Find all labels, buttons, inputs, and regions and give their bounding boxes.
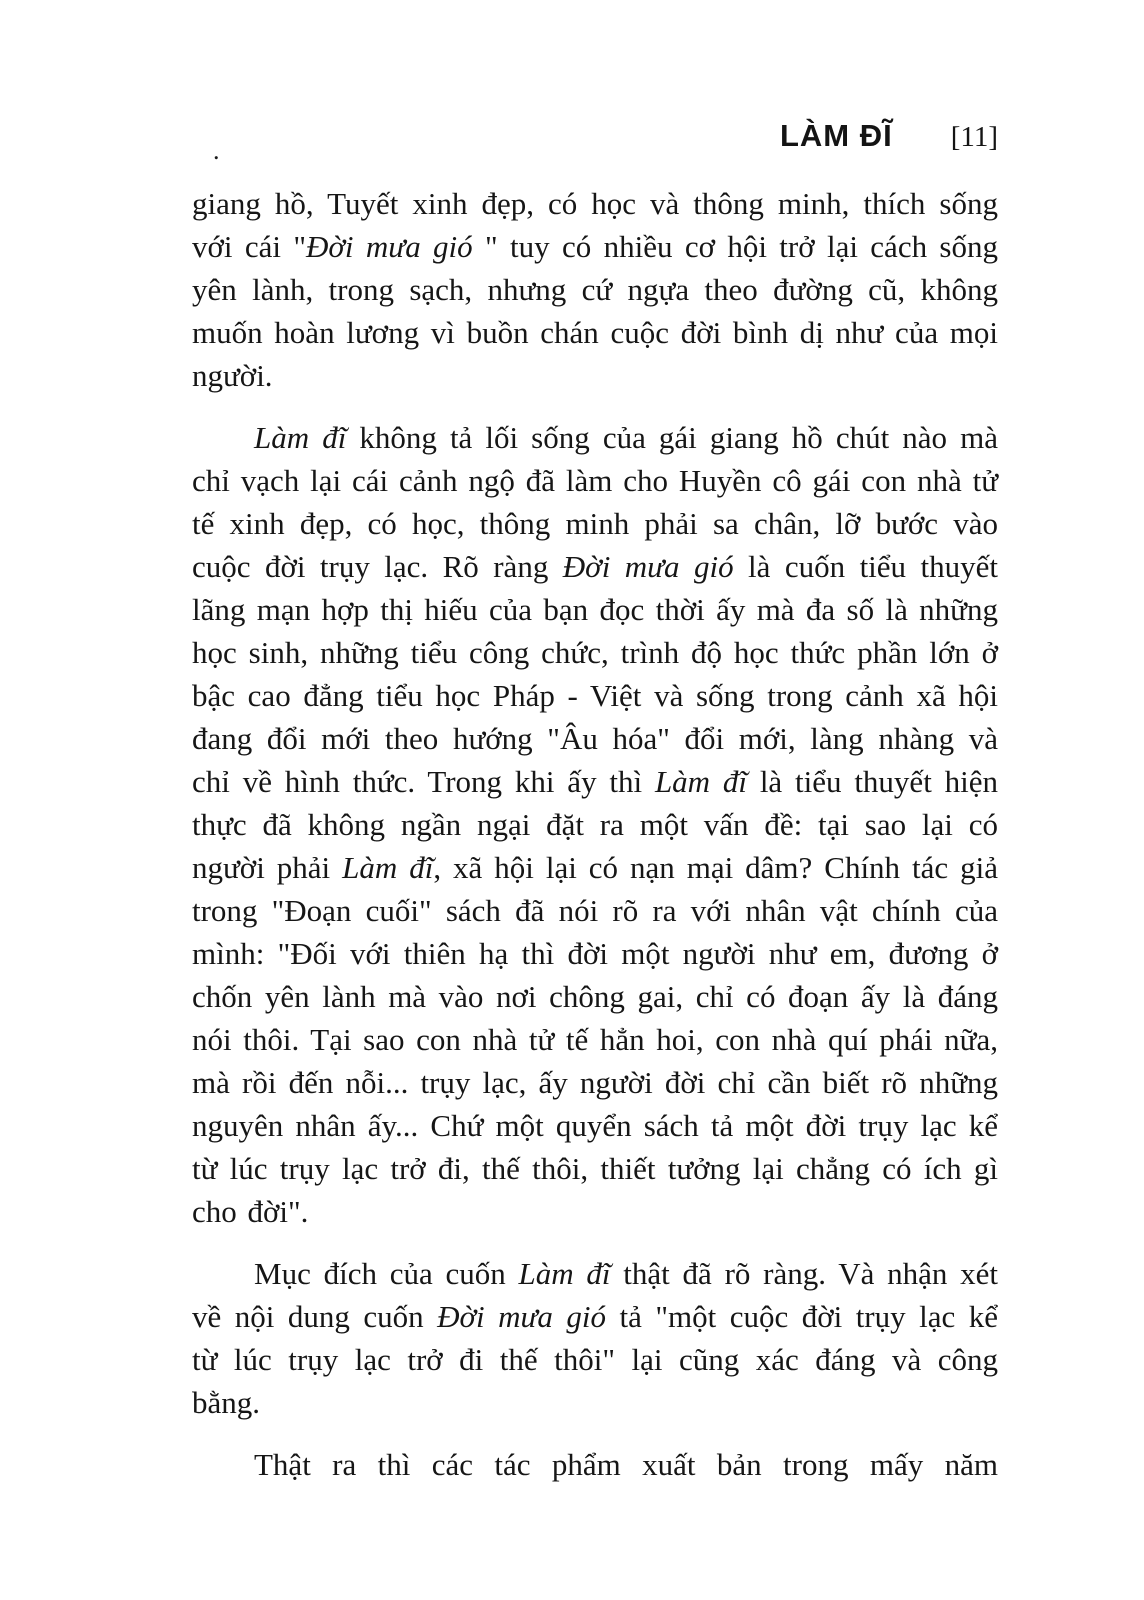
text-run: Thật ra thì các tác phẩm xuất bản trong mấy năm — [254, 1447, 998, 1482]
book-title-italic: Làm đĩ — [254, 420, 347, 455]
text-run: " tuy có nhiều cơ hội trở lại cách sống yên lành, trong sạch, nhưng cứ ngựa theo đường cũ, không muốn hoàn lương vì buồn chán cuộc đời bình dị như của mọi người. — [192, 229, 998, 393]
book-title-italic: Làm đĩ — [342, 850, 434, 885]
book-title-italic: Làm đĩ — [518, 1256, 611, 1291]
paragraph — [192, 1252, 998, 1424]
text-run: tả "một cuộc đời trụy lạc kể từ lúc trụy lạc trở đi thế thôi" lại cũng xác đáng và công bằng. — [192, 1299, 998, 1420]
body-text — [192, 182, 998, 1505]
running-head — [192, 118, 998, 154]
text-run: giang hồ, Tuyết xinh đẹp, có học và thông minh, thích sống với cái " — [192, 186, 998, 264]
text-run: thật đã rõ ràng. Và nhận xét về nội dung cuốn — [192, 1256, 998, 1334]
paragraph — [192, 182, 998, 397]
paragraph — [192, 1443, 998, 1486]
text-run: không tả lối sống của gái giang hồ chút nào mà chỉ vạch lại cái cảnh ngộ đã làm cho Huyền cô gái con nhà tử tế xinh đẹp, có học, thông minh phải sa chân, lỡ bước vào cuộc đời trụy lạc. Rõ ràng — [192, 420, 998, 584]
text-run: Mục đích của cuốn — [254, 1256, 519, 1291]
book-title-italic: Đời mưa gió — [562, 549, 734, 584]
text-run: là tiểu thuyết hiện thực đã không ngần ngại đặt ra một vấn đề: tại sao lại có người phải — [192, 764, 998, 885]
book-title-italic: Đời mưa gió — [437, 1299, 606, 1334]
stray-scan-mark: . — [213, 136, 220, 165]
text-run: là cuốn tiểu thuyết lãng mạn hợp thị hiếu của bạn đọc thời ấy mà đa số là những học sinh, những tiểu công chức, trình độ học thức phần lớn ở bậc cao đẳng tiểu học Pháp - Việt và sống trong cảnh xã hội đang đổi mới theo hướng "Âu hóa" đổi mới, làng nhàng và chỉ về hình thức. Trong khi ấy thì — [192, 549, 998, 799]
book-title-italic: Đời mưa gió — [306, 229, 473, 264]
page-number: [11] — [950, 121, 998, 153]
book-title-italic: Làm đĩ — [654, 764, 747, 799]
book-title-header: LÀM ĐĨ — [779, 118, 893, 153]
paragraph — [192, 416, 998, 1233]
text-run: , xã hội lại có nạn mại dâm? Chính tác giả trong "Đoạn cuối" sách đã nói rõ ra với nhân vật chính của mình: "Đối với thiên hạ thì đời một người như em, đương ở chốn yên lành mà vào nơi chông gai, chỉ có đoạn ấy là đáng nói thôi. Tại sao con nhà tử tế hẳn hoi, con nhà quí phái nữa, mà rồi đến nỗi... trụy lạc, ấy người đời chỉ cần biết rõ những nguyên nhân ấy... Chứ một quyển sách tả một đời trụy lạc kể từ lúc trụy lạc trở đi, thế thôi, thiết tưởng lại chẳng có ích gì cho đời". — [192, 850, 998, 1229]
